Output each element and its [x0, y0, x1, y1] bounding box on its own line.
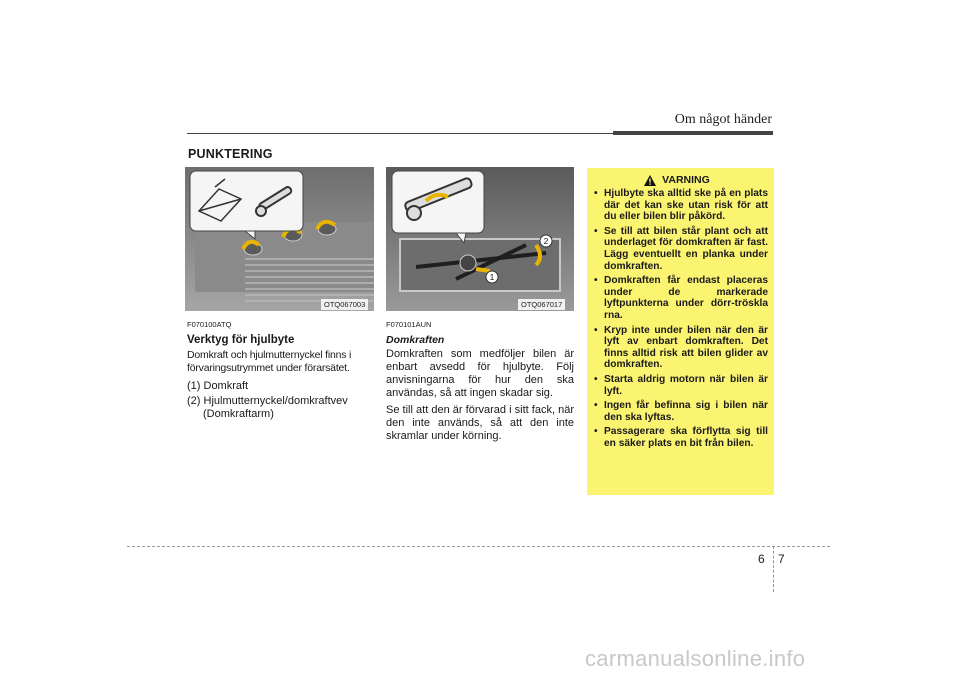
list-item-jack: (1) Domkraft [187, 380, 249, 392]
photo-jack-storage [185, 167, 374, 311]
chapter-number: 6 [758, 552, 765, 566]
list-item-wrench: (2) Hjulmutternyckel/domkraftvev (Domkraftarm) [187, 395, 348, 420]
footer-divider [773, 546, 774, 592]
callout-1: 1 [489, 273, 495, 282]
jack-storage-illustration [185, 167, 374, 311]
ref-code-middle: F070101AUN [386, 320, 432, 329]
jack-detail-illustration [386, 167, 574, 311]
callout-2: 2 [543, 237, 549, 246]
left-column [187, 318, 374, 423]
header-accent-bar [613, 131, 773, 135]
image-code-middle: OTQ067017 [518, 299, 565, 310]
page-number-value: 7 [778, 552, 785, 566]
tools-paragraph: Domkraft och hjulmutternyckel finns i förvaringsutrymmet under förarsätet. [187, 349, 352, 374]
section-title: PUNKTERING [188, 147, 273, 161]
warning-item: • Passagerare ska förflytta sig till en säker plats en bit från bilen. [594, 426, 768, 449]
warning-title: VARNING [662, 174, 710, 186]
jack-paragraph-1: Domkraften som medföljer bilen är enbart avsedd för hjulbyte. Följ anvisningarna för hur den ska användas, så att ingen skadar sig. [386, 348, 574, 399]
warning-triangle-icon [644, 175, 656, 186]
warning-header [586, 174, 768, 186]
warning-item: • Ingen får befinna sig i bilen när den ska lyftas. [594, 400, 768, 423]
image-code-left: OTQ067003 [321, 299, 368, 310]
watermark: carmanualsonline.info [585, 646, 806, 671]
photo-jack-detail [386, 167, 574, 311]
middle-column [386, 318, 574, 447]
warning-item: • Domkraften får endast placeras under de markerade lyftpunkterna under dörr-tröskla rna. [594, 275, 768, 321]
warning-box [587, 168, 774, 495]
footer-rule [127, 546, 830, 547]
running-header: Om något händer [674, 112, 772, 127]
subheading-tools: Verktyg för hjulbyte [187, 334, 295, 346]
ref-code-left: F070100ATQ [187, 320, 232, 329]
warning-item: • Kryp inte under bilen när den är lyft av enbart domkraften. Det finns alltid risk att bilen glider av domkraften. [594, 325, 768, 371]
subheading-jack: Domkraften [386, 334, 445, 346]
warning-item: • Starta aldrig motorn när bilen är lyft. [594, 374, 768, 397]
warning-list [594, 188, 768, 449]
jack-paragraph-2: Se till att den är förvarad i sitt fack, när den inte används, så att den inte skramlar under körning. [386, 404, 574, 442]
warning-item: • Se till att bilen står plant och att underlaget för domkraften är fast. Lägg eventuellt en planka under domkraften. [594, 226, 768, 272]
warning-item: • Hjulbyte ska alltid ske på en plats där det kan ske utan risk för att du eller bilen blir påkörd. [594, 188, 768, 223]
